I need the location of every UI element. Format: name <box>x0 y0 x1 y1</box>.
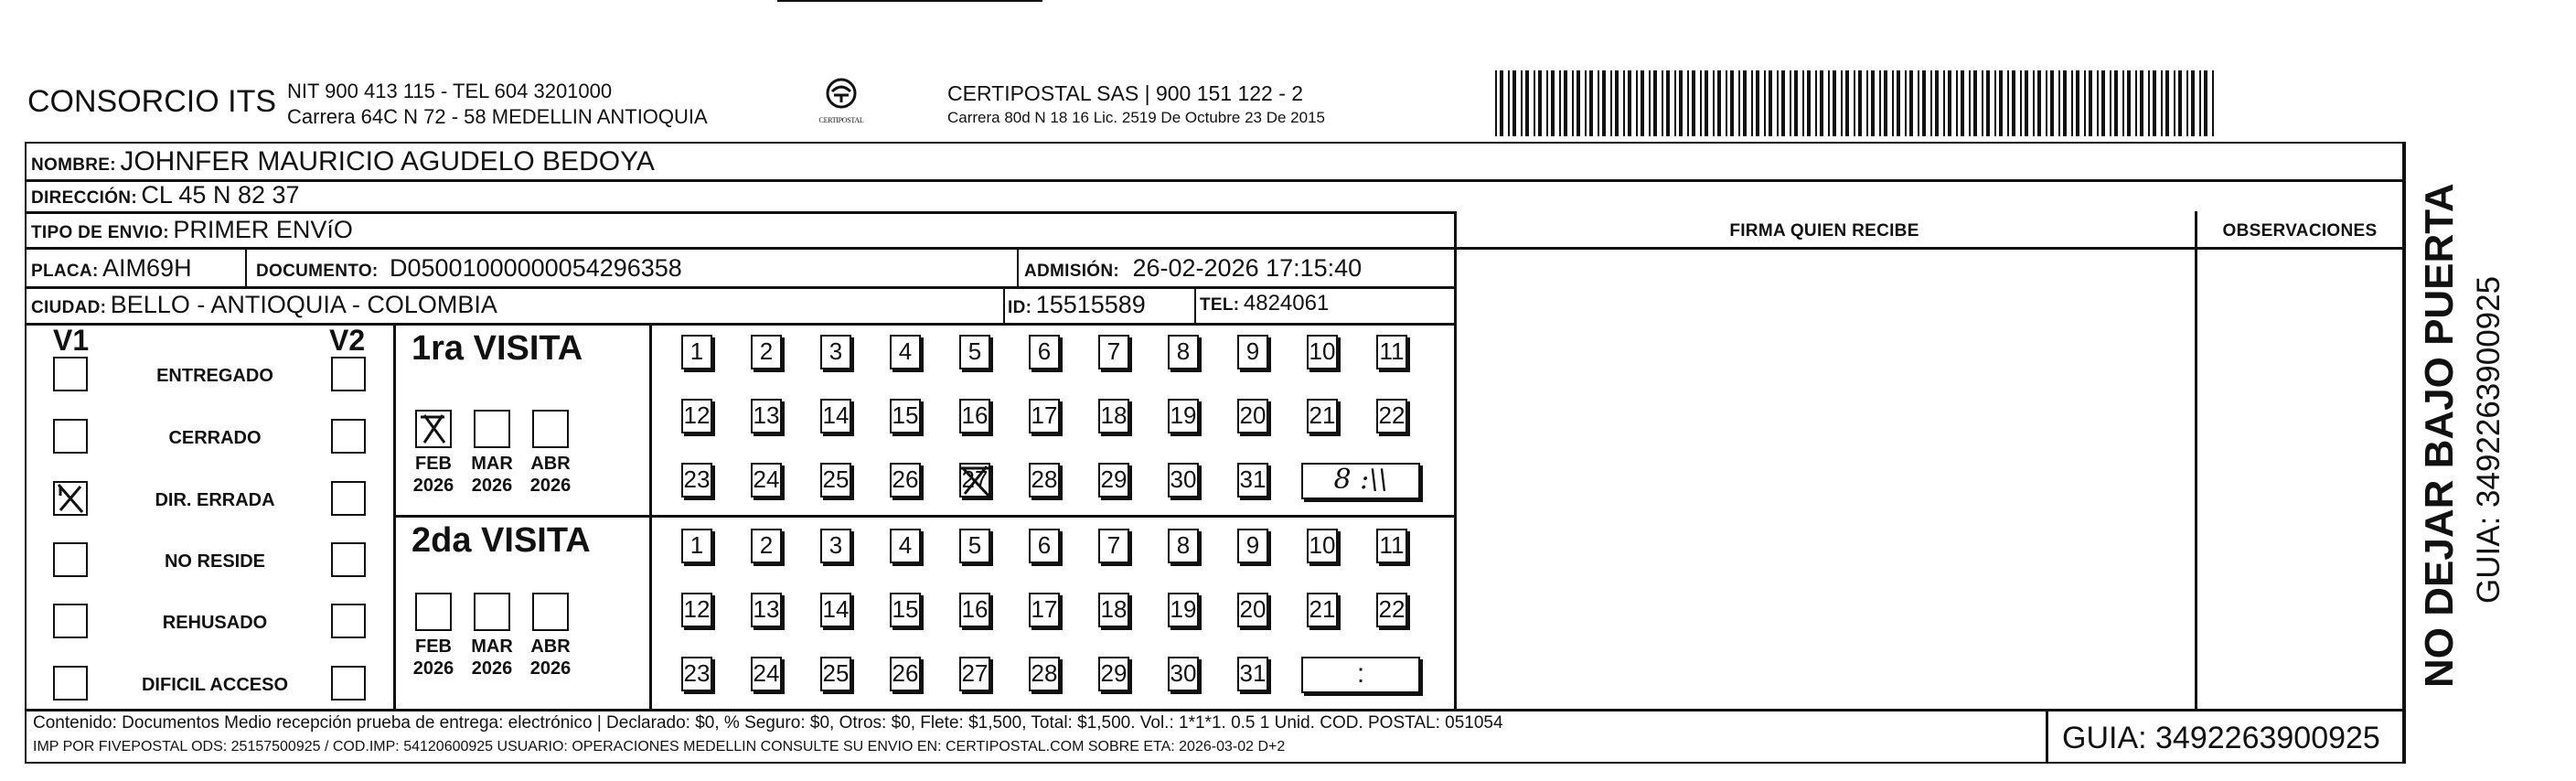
status-label: DIR. ERRADA <box>155 490 275 510</box>
day-box[interactable]: 5 <box>959 529 990 563</box>
month-checkbox[interactable] <box>415 410 452 448</box>
month-name: ABR <box>530 637 571 657</box>
placa-value: AIM69H <box>102 254 192 282</box>
admision-value: 26-02-2026 17:15:40 <box>1132 254 1363 282</box>
day-box[interactable]: 21 <box>1307 593 1338 627</box>
top-edge-line <box>777 0 1042 2</box>
row-line-3 <box>25 247 2404 250</box>
status-label: NO RESIDE <box>164 551 266 572</box>
month-label <box>525 453 576 497</box>
guia-box-divider <box>2046 709 2048 764</box>
status-label: ENTREGADO <box>156 366 273 386</box>
tel-value: 4824061 <box>1243 291 1330 316</box>
day-box[interactable]: 31 <box>1237 463 1268 497</box>
day-box[interactable]: 18 <box>1098 593 1129 627</box>
day-box[interactable]: 25 <box>820 657 851 691</box>
day-box[interactable]: 28 <box>1029 463 1060 497</box>
time-field[interactable] <box>1301 657 1420 693</box>
id-value: 15515589 <box>1035 291 1146 318</box>
day-number: 27 <box>961 465 989 493</box>
admision-divider <box>1017 250 1019 286</box>
month-name: FEB <box>415 637 452 657</box>
month-label <box>466 636 518 679</box>
row-line-5 <box>25 323 1455 326</box>
month-checkbox[interactable] <box>474 593 510 631</box>
footer-guia: GUIA: 3492263900925 <box>2062 721 2380 755</box>
company-name: CONSORCIO ITS <box>27 84 277 119</box>
admision-row <box>1024 254 1362 283</box>
v1-checkbox[interactable] <box>53 481 88 516</box>
day-box[interactable]: 4 <box>890 335 921 369</box>
time-field[interactable] <box>1301 463 1420 499</box>
day-box[interactable]: 29 <box>1098 463 1129 497</box>
day-box[interactable]: 10 <box>1307 335 1338 369</box>
documento-value: D05001000000054296358 <box>390 254 682 282</box>
placa-label: PLACA: <box>31 262 99 281</box>
day-box[interactable]: 8 <box>1168 335 1199 369</box>
month-year: 2026 <box>471 476 513 496</box>
day-box[interactable]: 15 <box>890 399 921 433</box>
tipo-label: TIPO DE ENVIO: <box>31 223 169 242</box>
month-checkbox[interactable] <box>415 593 452 631</box>
no-dejar-bajo-puerta: NO DEJAR BAJO PUERTA <box>2417 183 2462 688</box>
v2-checkbox[interactable] <box>331 357 366 391</box>
day-box[interactable]: 11 <box>1376 335 1407 369</box>
id-row <box>1008 291 1146 319</box>
time-value: 8 :\\ <box>1333 464 1388 496</box>
day-box[interactable]: 29 <box>1098 657 1129 691</box>
month-year: 2026 <box>471 658 513 679</box>
observaciones-header: OBSERVACIONES <box>2222 221 2378 241</box>
day-box[interactable]: 9 <box>1237 335 1268 369</box>
day-box[interactable]: 11 <box>1376 529 1407 563</box>
day-box[interactable]: 12 <box>681 399 712 433</box>
day-box[interactable]: 26 <box>890 657 921 691</box>
certipostal-name: CERTIPOSTAL SAS | 900 151 122 - 2 <box>947 81 1304 105</box>
row-line-2 <box>25 211 1455 214</box>
day-box[interactable]: 20 <box>1237 399 1268 433</box>
placa-row <box>31 254 192 283</box>
visit-1-title: 1ra VISITA <box>412 329 583 368</box>
certipostal-logo-icon <box>823 75 860 112</box>
day-box[interactable]: 19 <box>1168 593 1199 627</box>
time-value: : <box>1356 658 1365 689</box>
row-line-4 <box>25 286 1455 289</box>
v1-checkbox[interactable] <box>53 604 88 638</box>
month-label <box>466 453 518 497</box>
nombre-label: NOMBRE: <box>31 155 116 175</box>
right-section-border <box>2402 142 2405 764</box>
visit-2-title: 2da VISITA <box>412 521 591 560</box>
ciudad-row <box>31 291 497 319</box>
day-box[interactable]: 17 <box>1029 399 1060 433</box>
day-box[interactable]: 18 <box>1098 399 1129 433</box>
v1-checkbox[interactable] <box>53 666 88 701</box>
month-year: 2026 <box>412 658 454 679</box>
month-name: MAR <box>471 637 513 657</box>
v2-checkbox[interactable] <box>331 666 366 701</box>
month-checkbox[interactable] <box>532 410 569 448</box>
logo-text: CERTIPOSTAL <box>818 116 864 124</box>
day-box[interactable]: 14 <box>820 593 851 627</box>
day-box[interactable] <box>959 463 990 497</box>
direccion-row <box>31 181 300 209</box>
status-label: DIFICIL ACCESO <box>141 675 288 695</box>
month-checkbox[interactable] <box>532 593 569 631</box>
day-box[interactable]: 8 <box>1168 529 1199 563</box>
month-label <box>525 636 576 679</box>
day-box[interactable]: 3 <box>820 335 851 369</box>
direccion-label: DIRECCIÓN: <box>31 188 137 208</box>
tipo-value: PRIMER ENVíO <box>173 216 353 243</box>
footer-content: Contenido: Documentos Medio recepción prueba de entrega: electrónico | Declarado: $0, % Seguro: $0, Otros: $0, Flete: $1,500, Total: $1,500. Vol.: 1*1*1. 0.5 1 Unid. COD. POSTAL: 051054 <box>33 713 1503 733</box>
day-box[interactable]: 6 <box>1029 335 1060 369</box>
footer-imp: IMP POR FIVEPOSTAL ODS: 25157500925 / COD.IMP: 54120600925 USUARIO: OPERACIONES MEDELLIN CONSULTE SU ENVIO EN: CERTIPOSTAL.COM SOBRE ETA: 2026-03-02 D+2 <box>33 739 1286 754</box>
cross-mark-icon <box>55 483 86 514</box>
v2-checkbox[interactable] <box>331 542 366 577</box>
documento-row <box>256 254 682 283</box>
nombre-value: JOHNFER MAURICIO AGUDELO BEDOYA <box>120 146 655 177</box>
id-divider <box>1003 289 1005 323</box>
company-nit: NIT 900 413 115 - TEL 604 3201000 <box>287 80 613 102</box>
month-year: 2026 <box>412 476 454 496</box>
day-box[interactable]: 22 <box>1376 593 1407 627</box>
day-box[interactable]: 30 <box>1168 463 1199 497</box>
barcode <box>1495 70 2218 136</box>
month-year: 2026 <box>529 658 572 679</box>
day-box[interactable]: 1 <box>681 529 712 563</box>
row-line-1 <box>25 179 2404 182</box>
day-box[interactable]: 23 <box>681 657 712 691</box>
ciudad-label: CIUDAD: <box>31 298 107 317</box>
month-year: 2026 <box>529 476 572 496</box>
day-box[interactable]: 21 <box>1307 399 1338 433</box>
month-name: FEB <box>415 454 452 474</box>
day-box[interactable]: 13 <box>751 593 782 627</box>
day-box[interactable]: 28 <box>1029 657 1060 691</box>
cross-mark-icon <box>417 412 450 446</box>
day-box[interactable]: 24 <box>751 657 782 691</box>
day-box[interactable]: 30 <box>1168 657 1199 691</box>
ciudad-value: BELLO - ANTIOQUIA - COLOMBIA <box>110 291 497 318</box>
status-label: CERRADO <box>168 428 262 448</box>
cross-mark-icon <box>957 461 994 501</box>
day-box[interactable]: 7 <box>1098 335 1129 369</box>
side-guia: GUIA: 3492263900925 <box>2471 275 2507 604</box>
admision-label: ADMISIÓN: <box>1024 262 1120 281</box>
day-box[interactable]: 2 <box>751 529 782 563</box>
day-box[interactable]: 19 <box>1168 399 1199 433</box>
day-box[interactable]: 31 <box>1237 657 1268 691</box>
day-box[interactable]: 7 <box>1098 529 1129 563</box>
month-name: MAR <box>471 454 513 474</box>
tel-row <box>1200 291 1329 316</box>
day-box[interactable]: 9 <box>1237 529 1268 563</box>
firma-header: FIRMA QUIEN RECIBE <box>1729 221 1919 241</box>
placa-divider <box>245 250 247 286</box>
day-box[interactable]: 12 <box>681 593 712 627</box>
nombre-row <box>31 146 655 177</box>
firma-left-border <box>1454 211 1457 710</box>
v1-checkbox[interactable] <box>53 419 88 454</box>
month-label <box>408 636 459 679</box>
month-name: ABR <box>530 454 571 474</box>
day-box[interactable]: 16 <box>959 399 990 433</box>
day-box[interactable]: 1 <box>681 335 712 369</box>
day-box[interactable]: 14 <box>820 399 851 433</box>
v1-checkbox[interactable] <box>53 357 88 391</box>
status-label: REHUSADO <box>162 613 268 633</box>
day-box[interactable]: 25 <box>820 463 851 497</box>
day-box[interactable]: 27 <box>959 657 990 691</box>
direccion-value: CL 45 N 82 37 <box>141 181 300 209</box>
day-box[interactable]: 2 <box>751 335 782 369</box>
day-box[interactable]: 24 <box>751 463 782 497</box>
v2-checkbox[interactable] <box>331 604 366 638</box>
day-box[interactable]: 10 <box>1307 529 1338 563</box>
v1-label: V1 <box>53 324 90 357</box>
certipostal-logo <box>809 75 873 130</box>
tel-divider <box>1194 289 1196 323</box>
tipo-row <box>31 216 353 244</box>
day-box[interactable]: 16 <box>959 593 990 627</box>
day-box[interactable]: 5 <box>959 335 990 369</box>
day-box[interactable]: 15 <box>890 593 921 627</box>
day-box[interactable]: 26 <box>890 463 921 497</box>
observaciones-left-border <box>2195 211 2197 710</box>
v2-checkbox[interactable] <box>331 419 366 454</box>
visit-split-line <box>393 515 1454 518</box>
month-label <box>408 453 459 497</box>
day-box[interactable]: 20 <box>1237 593 1268 627</box>
day-box[interactable]: 6 <box>1029 529 1060 563</box>
v2-label: V2 <box>329 324 366 357</box>
day-box[interactable]: 17 <box>1029 593 1060 627</box>
day-box[interactable]: 13 <box>751 399 782 433</box>
day-box[interactable]: 22 <box>1376 399 1407 433</box>
day-box[interactable]: 23 <box>681 463 712 497</box>
tel-label: TEL: <box>1200 295 1240 315</box>
id-label: ID: <box>1008 298 1032 317</box>
day-box[interactable]: 3 <box>820 529 851 563</box>
documento-label: DOCUMENTO: <box>256 262 379 281</box>
v1-checkbox[interactable] <box>53 542 88 577</box>
v2-checkbox[interactable] <box>331 481 366 516</box>
day-box[interactable]: 4 <box>890 529 921 563</box>
certipostal-address: Carrera 80d N 18 16 Lic. 2519 De Octubre 23 De 2015 <box>947 109 1325 126</box>
company-address: Carrera 64C N 72 - 58 MEDELLIN ANTIOQUIA <box>287 105 708 128</box>
month-checkbox[interactable] <box>474 410 510 448</box>
